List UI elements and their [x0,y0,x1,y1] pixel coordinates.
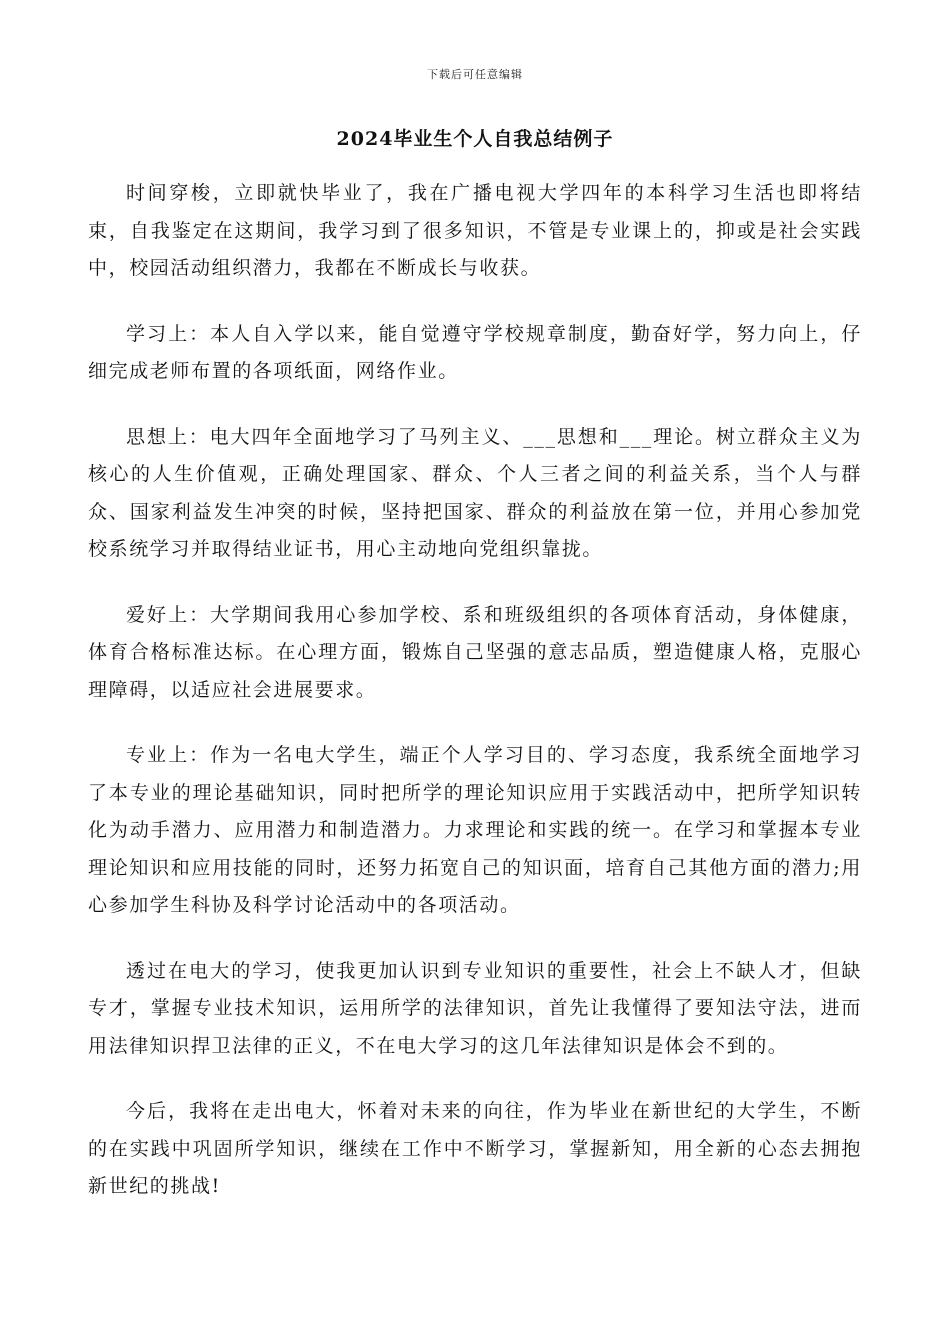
paragraph-hobby: 爱好上：大学期间我用心参加学校、系和班级组织的各项体育活动，身体健康，体育合格标准达标。在心理方面，锻炼自己坚强的意志品质，塑造健康人格，克服心理障碍，以适应社会进展要求。 [88,603,862,701]
document-body [88,175,862,1234]
paragraph-major: 专业上：作为一名电大学生，端正个人学习目的、学习态度，我系统全面地学习了本专业的理论基础知识，同时把所学的理论知识应用于实践活动中，把所学知识转化为动手潜力、应用潜力和制造潜力。力求理论和实践的统一。在学习和掌握本专业理论知识和应用技能的同时，还努力拓宽自己的知识面，培育自己其他方面的潜力;用心参加学生科协及科学讨论活动中的各项活动。 [88,744,862,916]
header-note: 下载后可任意编辑 [427,68,523,81]
paragraph-study: 学习上：本人自入学以来，能自觉遵守学校规章制度，勤奋好学，努力向上，仔细完成老师布置的各项纸面，网络作业。 [88,322,862,382]
document-title: 2024毕业生个人自我总结例子 [336,128,614,150]
paragraph-reflection: 透过在电大的学习，使我更加认识到专业知识的重要性，社会上不缺人才，但缺专才，掌握专业技术知识，运用所学的法律知识，首先让我懂得了要知法守法，进而用法律知识捍卫法律的正义，不在电大学习的这几年法律知识是体会不到的。 [88,959,862,1057]
paragraph-ideology: 思想上：电大四年全面地学习了马列主义、___思想和___理论。树立群众主义为核心的人生价值观，正确处理国家、群众、个人三者之间的利益关系，当个人与群众、国家利益发生冲突的时候，坚持把国家、群众的利益放在第一位，并用心参加党校系统学习并取得结业证书，用心主动地向党组织靠拢。 [88,425,862,560]
paragraph-future: 今后，我将在走出电大，怀着对未来的向往，作为毕业在新世纪的大学生，不断的在实践中巩固所学知识，继续在工作中不断学习，掌握新知，用全新的心态去拥抱新世纪的挑战! [88,1100,862,1197]
paragraph-intro: 时间穿梭，立即就快毕业了，我在广播电视大学四年的本科学习生活也即将结束，自我鉴定在这期间，我学习到了很多知识，不管是专业课上的，抑或是社会实践中，校园活动组织潜力，我都在不断成长与收获。 [88,182,862,279]
